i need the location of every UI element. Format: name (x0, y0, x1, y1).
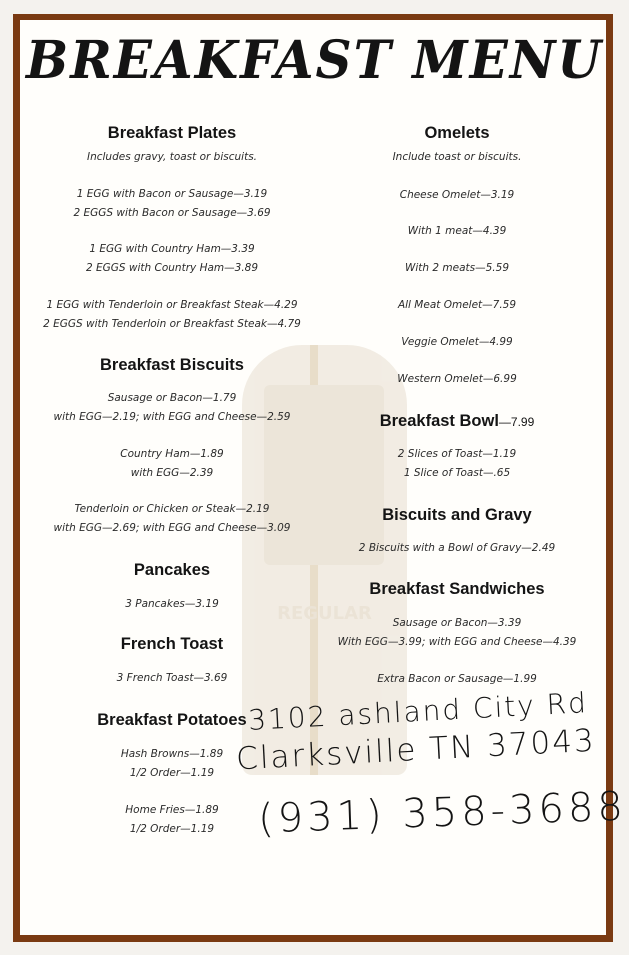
section-heading-breakfast-bowl (320, 412, 594, 431)
list-item: 3 Pancakes—3.19 (125, 598, 219, 610)
list-item: with EGG—2.19; with EGG and Cheese—2.59 (53, 411, 291, 423)
bowl-price: —7.99 (498, 415, 535, 429)
menu-title: BREAKFAST MENU (25, 28, 604, 91)
list-item: Home Fries—1.89 (125, 804, 219, 816)
list-item: Sausage or Bacon—3.39 (392, 617, 522, 629)
list-item: 2 Slices of Toast—1.19 (397, 448, 517, 460)
section-heading-breakfast-biscuits: Breakfast Biscuits (100, 356, 244, 374)
list-item: With 2 meats—5.59 (404, 262, 509, 274)
section-heading: Breakfast Plates (107, 124, 237, 142)
list-item: Sausage or Bacon—1.79 (107, 392, 237, 404)
section-note: Include toast or biscuits. (392, 151, 522, 163)
list-item: 1 EGG with Country Ham—3.39 (89, 243, 255, 255)
bowl-heading: Breakfast Bowl (379, 412, 499, 430)
list-item: 1 EGG with Tenderloin or Breakfast Steak—4.29 (46, 299, 298, 311)
list-item: 1/2 Order—1.19 (129, 767, 215, 779)
list-item: 2 Biscuits with a Bowl of Gravy—2.49 (358, 542, 556, 554)
list-item: Extra Bacon or Sausage—1.99 (377, 673, 537, 685)
list-item: With 1 meat—4.39 (407, 225, 507, 237)
list-item: Tenderloin or Chicken or Steak—2.19 (74, 503, 270, 515)
section-heading-biscuits-and-gravy: Biscuits and Gravy (382, 506, 532, 524)
handwritten-address-line2: Clarksville TN 37043 (235, 722, 597, 778)
section-heading-french-toast: French Toast (120, 635, 224, 653)
list-item: Western Omelet—6.99 (397, 373, 517, 385)
list-item: All Meat Omelet—7.59 (397, 299, 517, 311)
list-item: 1 Slice of Toast—.65 (403, 467, 511, 479)
section-heading-pancakes: Pancakes (133, 561, 211, 579)
pump-label: REGULAR (277, 603, 372, 624)
list-item: 1 EGG with Bacon or Sausage—3.19 (76, 188, 268, 200)
section-omelets (320, 124, 594, 167)
list-item: 1/2 Order—1.19 (129, 823, 215, 835)
list-item: With EGG—3.99; with EGG and Cheese—4.39 (337, 636, 577, 648)
list-item: with EGG—2.39 (130, 467, 214, 479)
list-item: 2 EGGS with Tenderloin or Breakfast Steak—4.79 (43, 318, 301, 330)
section-breakfast-plates (22, 124, 322, 167)
list-item: 3 French Toast—3.69 (116, 672, 228, 684)
list-item: Hash Browns—1.89 (120, 748, 224, 760)
section-heading: Omelets (424, 124, 490, 142)
list-item: Cheese Omelet—3.19 (399, 189, 515, 201)
list-item: with EGG—2.69; with EGG and Cheese—3.09 (53, 522, 291, 534)
section-heading-breakfast-sandwiches: Breakfast Sandwiches (369, 580, 545, 598)
list-item: 2 EGGS with Bacon or Sausage—3.69 (73, 207, 271, 219)
list-item: Country Ham—1.89 (120, 448, 224, 460)
section-note: Includes gravy, toast or biscuits. (86, 151, 258, 163)
handwritten-address-line1: 3102 ashland City Rd (247, 686, 589, 737)
list-item: Veggie Omelet—4.99 (401, 336, 513, 348)
handwritten-phone: (931) 358-3688 (257, 783, 628, 843)
list-item: 2 EGGS with Country Ham—3.89 (85, 262, 259, 274)
section-heading-breakfast-potatoes: Breakfast Potatoes (97, 711, 247, 729)
